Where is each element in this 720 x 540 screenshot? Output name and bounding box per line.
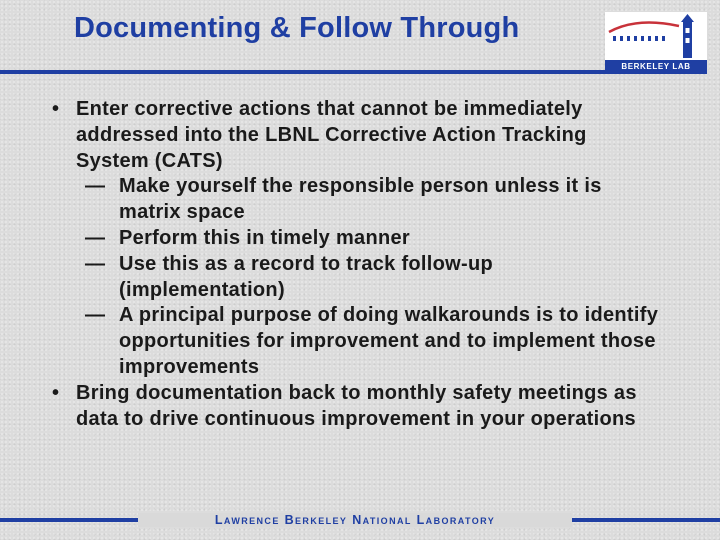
sub-bullet-item [85, 226, 662, 252]
bullet-text: Bring documentation back to monthly safety meetings as data to drive continuous improvement in your operations [76, 381, 637, 430]
bullet-list [52, 97, 662, 432]
sub-bullet-item [85, 303, 662, 380]
sub-bullet-text: A principal purpose of doing walkarounds is to identify opportunities for improvement and to implement those improvements [119, 304, 659, 378]
sub-bullet-list [76, 174, 662, 380]
title-divider [0, 70, 606, 74]
bullet-item [52, 97, 662, 381]
sub-bullet-marker: — [85, 226, 106, 249]
logo-wordmark: BERKELEY LAB [605, 60, 707, 74]
sub-bullet-item [85, 174, 662, 226]
berkeley-campus-icon [605, 12, 707, 60]
sub-bullet-marker: — [85, 252, 106, 275]
sub-bullet-text: Use this as a record to track follow-up (implementation) [119, 252, 494, 301]
sub-bullet-text: Make yourself the responsible person unless it is matrix space [119, 175, 602, 224]
sub-bullet-text: Perform this in timely manner [119, 226, 410, 249]
bullet-text: Enter corrective actions that cannot be immediately addressed into the LBNL Corrective Action Tracking System (CATS) [76, 98, 587, 172]
slide-title: Documenting & Follow Through [74, 12, 520, 44]
bullet-item [52, 381, 662, 433]
sub-bullet-item [85, 252, 662, 304]
berkeley-lab-logo [605, 12, 707, 74]
footer-lab-name: Lawrence Berkeley National Laboratory [138, 513, 572, 527]
sub-bullet-marker: — [85, 175, 106, 198]
bullet-marker: • [52, 98, 60, 120]
bullet-marker: • [52, 381, 60, 404]
sub-bullet-marker: — [85, 304, 106, 327]
